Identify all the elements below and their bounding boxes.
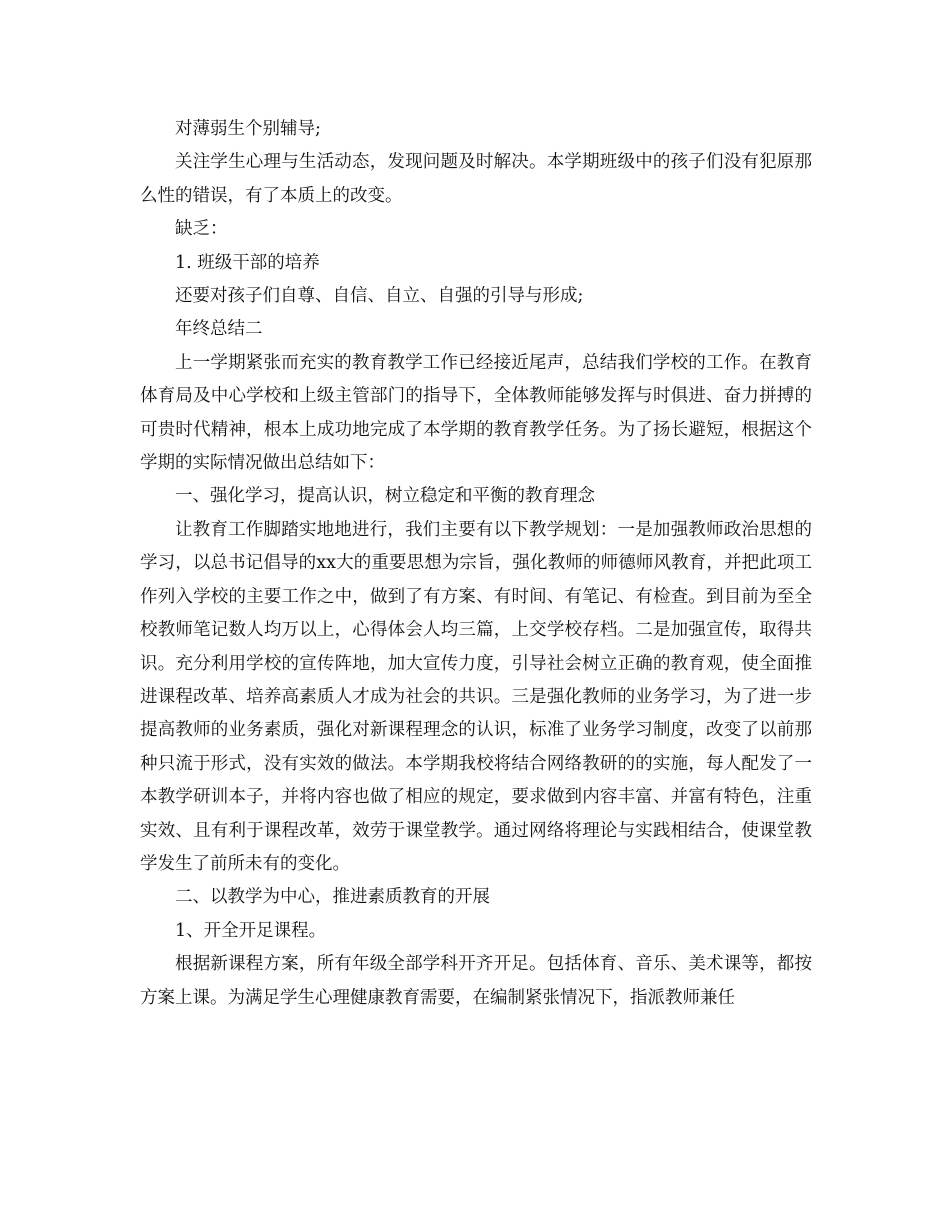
paragraph-guidance: 还要对孩子们自尊、自信、自立、自强的引导与形成; (175, 286, 584, 307)
subheading-courses: 1、开全开足课程。 (175, 920, 327, 941)
paragraph-student-care: 关注学生心理与生活动态，发现问题及时解决。本学期班级中的孩子们没有犯原那么性的错误，有了本质上的改变。 (140, 152, 812, 206)
heading-section-two: 二、以教学为中心，推进素质教育的开展 (175, 887, 490, 908)
document-body (140, 113, 812, 1015)
list-item-cadre-training: 1. 班级干部的培养 (175, 252, 320, 273)
section-title-summary-two: 年终总结二 (175, 319, 263, 340)
paragraph-tutoring: 对薄弱生个别辅导; (175, 119, 321, 139)
heading-shortcomings: 缺乏： (175, 219, 228, 240)
paragraph-teaching-plan: 让教育工作脚踏实地地进行，我们主要有以下教学规划：一是加强教师政治思想的学习，以总书记倡导的xx大的重要思想为宗旨，强化教师的师德师风教育，并把此项工作列入学校的主要工作之中，做到了有方案、有时间、有笔记、有检查。到目前为至全校教师笔记数人均万以上，心得体会人均三篇，上交学校存档。二是加强宣传，取得共识。充分利用学校的宣传阵地，加大宣传力度，引导社会树立正确的教育观，使全面推进课程改革、培养高素质人才成为社会的共识。三是强化教师的业务学习，为了进一步提高教师的业务素质，强化对新课程理念的认识，标准了业务学习制度，改变了以前那种只流于形式，没有实效的做法。本学期我校将结合网络教研的的实施，每人配发了一本教学研训本子，并将内容也做了相应的规定，要求做到内容丰富、并富有特色，注重实效、且有利于课程改革，效劳于课堂教学。通过网络将理论与实践相结合，使课堂教学发生了前所未有的变化。 (140, 519, 812, 874)
heading-section-one: 一、强化学习，提高认识，树立稳定和平衡的教育理念 (175, 486, 595, 507)
paragraph-curriculum: 根据新课程方案，所有年级全部学科开齐开足。包括体育、音乐、美术课等，都按方案上课。为满足学生心理健康教育需要，在编制紧张情况下，指派教师兼任 (140, 954, 812, 1008)
paragraph-intro: 上一学期紧张而充实的教育教学工作已经接近尾声，总结我们学校的工作。在教育体育局及中心学校和上级主管部门的指导下，全体教师能够发挥与时俱进、奋力拼搏的可贵时代精神，根本上成功地完成了本学期的教育教学任务。为了扬长避短，根据这个学期的实际情况做出总结如下： (140, 352, 812, 474)
